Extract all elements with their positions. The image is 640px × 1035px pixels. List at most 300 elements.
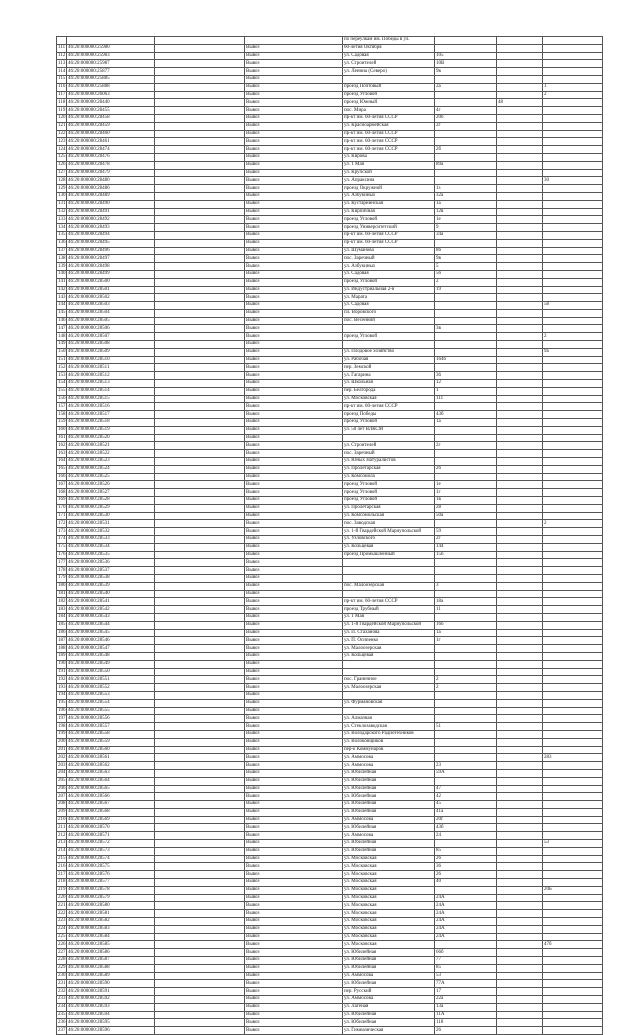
cadastral-number: 46:20:000000:28510 (67, 356, 155, 364)
house-number: 42 (435, 793, 497, 801)
row-number: 146 (58, 318, 66, 324)
cell-extra-2 (543, 730, 603, 738)
row-number: 216 (58, 863, 66, 869)
cell-extra-2 (543, 341, 603, 349)
category: Вывоз (245, 1019, 343, 1027)
cadastral-number: 46:20:000000:28559 (67, 738, 155, 746)
cell-extra-2 (543, 481, 603, 489)
cell-empty (155, 473, 245, 481)
cell-empty (155, 356, 245, 364)
cell-empty (155, 629, 245, 637)
cell-extra-2 (543, 785, 603, 793)
cell-empty (155, 387, 245, 395)
cell-extra (497, 465, 543, 473)
cell-empty (155, 224, 245, 232)
address: ул. Лагеная (343, 1003, 435, 1011)
cell-empty (155, 83, 245, 91)
house-number: 20г (435, 816, 497, 824)
cell-extra-2 (543, 824, 603, 832)
cell-empty (155, 348, 245, 356)
row-number: 149 (58, 341, 66, 347)
address: ул. Кольцевая (343, 543, 435, 551)
house-number (435, 590, 497, 598)
cell-extra-2: 20Б (543, 886, 603, 894)
category: Вывоз (245, 426, 343, 434)
house-number: 24А (435, 902, 497, 910)
address: по переулкам им. Победы в ул. (343, 37, 435, 45)
cell-extra-2 (543, 372, 603, 380)
address: ул. Московская (343, 879, 435, 887)
house-number (435, 44, 497, 52)
address: ул. Аммосова (343, 762, 435, 770)
cell-empty (155, 894, 245, 902)
cell-extra-2 (543, 37, 603, 45)
row-number: 111 (58, 45, 66, 51)
category: Вывоз (245, 458, 343, 466)
row-number: 214 (58, 848, 66, 854)
cell-empty (155, 52, 245, 60)
row-number: 119 (58, 107, 66, 113)
cell-empty (155, 996, 245, 1004)
category: Вывоз (245, 699, 343, 707)
cell-empty (155, 426, 245, 434)
cell-empty (155, 723, 245, 731)
category: Вывоз (245, 574, 343, 582)
cadastral-number: 46:20:000000:28534 (67, 543, 155, 551)
address: пр-кт им. 60-летия СССР (343, 138, 435, 146)
row-number: 209 (58, 809, 66, 815)
cell-extra (497, 325, 543, 333)
house-number (435, 777, 497, 785)
table-row (57, 551, 603, 559)
row-number: 229 (58, 965, 66, 971)
category: Вывоз (245, 676, 343, 684)
address: ул. Московская (343, 910, 435, 918)
cell-extra (497, 723, 543, 731)
cell-empty (155, 949, 245, 957)
cadastral-number: 46:20:000000:25888 (67, 83, 155, 91)
cell-extra-2 (543, 543, 603, 551)
cell-extra (497, 395, 543, 403)
cadastral-number: 46:20:000000:28515 (67, 395, 155, 403)
address: пр-кт им. 60-летия СССР (343, 146, 435, 154)
cell-extra-2 (543, 161, 603, 169)
address: ул. Узловского (343, 536, 435, 544)
house-number: 77А (435, 980, 497, 988)
row-number: 202 (58, 754, 66, 760)
cell-empty (155, 68, 245, 76)
cell-extra (497, 652, 543, 660)
cell-empty (155, 286, 245, 294)
row-number: 114 (58, 68, 66, 74)
cell-extra-2 (543, 637, 603, 645)
row-number: 153 (58, 372, 66, 378)
category: Вывоз (245, 621, 343, 629)
cell-empty (155, 200, 245, 208)
cell-extra (497, 871, 543, 879)
cadastral-number: 46:20:000000:28512 (67, 372, 155, 380)
row-number: 177 (58, 559, 66, 565)
table-row (57, 933, 603, 941)
row-number: 124 (58, 146, 66, 152)
address: ул. П. Осипенко (343, 637, 435, 645)
row-number: 129 (58, 185, 66, 191)
cell-extra (497, 972, 543, 980)
cell-extra (497, 925, 543, 933)
table-row (57, 60, 603, 68)
house-number: 26 (435, 465, 497, 473)
house-number: 36 (435, 372, 497, 380)
table-row (57, 746, 603, 754)
house-number (435, 317, 497, 325)
table-row (57, 356, 603, 364)
house-number (435, 434, 497, 442)
row-number: 116 (58, 84, 66, 90)
cadastral-number: 46:20:000000:28549 (67, 660, 155, 668)
cadastral-number: 46:20:000000:28514 (67, 387, 155, 395)
row-number: 187 (58, 637, 66, 643)
cell-extra-2 (543, 949, 603, 957)
category: Вывоз (245, 146, 343, 154)
house-number (435, 130, 497, 138)
cell-extra (497, 75, 543, 83)
address: ул. Московская (343, 918, 435, 926)
category: Вывоз (245, 473, 343, 481)
cadastral-number: 46:20:000000:28557 (67, 723, 155, 731)
cell-extra-2 (543, 808, 603, 816)
cell-extra-2 (543, 224, 603, 232)
cell-extra (497, 216, 543, 224)
cadastral-number: 46:20:000000:28594 (67, 1011, 155, 1019)
address: ул. Московская (343, 395, 435, 403)
house-number: 3 (435, 582, 497, 590)
table-row (57, 582, 603, 590)
cadastral-number: 46:20:000000:28562 (67, 762, 155, 770)
house-number: 144 (435, 543, 497, 551)
cell-empty (155, 769, 245, 777)
address: пр-кт им. 60-летия СССР (343, 239, 435, 247)
cell-empty (155, 582, 245, 590)
cell-empty (155, 458, 245, 466)
cell-empty (155, 278, 245, 286)
address: пр-кт им. 60-летия СССР (343, 598, 435, 606)
table-row (57, 668, 603, 676)
address: ул. Фурмановская (343, 699, 435, 707)
cell-empty (155, 114, 245, 122)
cell-extra-2 (543, 645, 603, 653)
cell-empty (155, 980, 245, 988)
category: Вывоз (245, 192, 343, 200)
cell-extra (497, 153, 543, 161)
cadastral-number: 46:20:000000:28558 (67, 730, 155, 738)
cell-extra-2 (543, 746, 603, 754)
row-number: 213 (58, 840, 66, 846)
cell-extra-2 (543, 863, 603, 871)
address: ул. Юбилейная (343, 1011, 435, 1019)
row-number: 140 (58, 271, 66, 277)
table-row (57, 918, 603, 926)
address: ул. Садовая (343, 52, 435, 60)
cadastral-number: 46:20:000000:28493 (67, 224, 155, 232)
cadastral-number: 46:20:000000:28588 (67, 964, 155, 972)
cadastral-number: 46:20:000000:25877 (67, 68, 155, 76)
address (343, 660, 435, 668)
cell-empty (155, 645, 245, 653)
cadastral-number: 46:20:000000:28478 (67, 161, 155, 169)
cell-extra-2: 1 (543, 83, 603, 91)
cell-empty (155, 442, 245, 450)
row-number: 136 (58, 240, 66, 246)
category: Вывоз (245, 161, 343, 169)
category (245, 37, 343, 45)
cell-empty (155, 793, 245, 801)
cadastral-number: 46:20:000000:28581 (67, 910, 155, 918)
cadastral-number: 46:20:000000:28509 (67, 348, 155, 356)
row-number: 192 (58, 676, 66, 682)
cell-extra (497, 364, 543, 372)
row-number: 144 (58, 302, 66, 308)
cell-extra-2 (543, 684, 603, 692)
category: Вывоз (245, 224, 343, 232)
house-number: 36 (435, 863, 497, 871)
category: Вывоз (245, 762, 343, 770)
cell-extra-2 (543, 1027, 603, 1035)
address: проезд Университетский (343, 224, 435, 232)
house-number (435, 567, 497, 575)
cadastral-number: 46:20:000000:28502 (67, 294, 155, 302)
house-number: 24А (435, 933, 497, 941)
cell-empty (155, 1019, 245, 1027)
cell-extra-2 (543, 652, 603, 660)
address: проезд Угловой (343, 216, 435, 224)
house-number: 164б (435, 356, 497, 364)
cell-extra (497, 902, 543, 910)
cell-empty (155, 730, 245, 738)
row-number: 118 (58, 99, 66, 105)
row-number: 120 (58, 115, 66, 121)
category: Вывоз (245, 1011, 343, 1019)
cell-empty (155, 333, 245, 341)
category: Вывоз (245, 99, 343, 107)
cell-empty (155, 785, 245, 793)
cell-extra (497, 590, 543, 598)
row-number: 115 (58, 76, 66, 82)
category: Вывоз (245, 652, 343, 660)
address: ул. Красноармейская (343, 122, 435, 130)
cell-extra-2 (543, 551, 603, 559)
table-row (57, 153, 603, 161)
row-number: 138 (58, 255, 66, 261)
table-row (57, 200, 603, 208)
category: Вывоз (245, 442, 343, 450)
table-row (57, 44, 603, 52)
category: Вывоз (245, 629, 343, 637)
address: пр-кт им. 60-летия СССР (343, 231, 435, 239)
address: ул. 1-й Гвардейской Мариупольской (343, 621, 435, 629)
house-number: 40 (435, 879, 497, 887)
address: ул. Московская (343, 902, 435, 910)
cell-extra-2 (543, 380, 603, 388)
cell-extra-2 (543, 75, 603, 83)
cell-empty (155, 738, 245, 746)
row-number: 145 (58, 310, 66, 316)
address (343, 434, 435, 442)
house-number (435, 559, 497, 567)
house-number (435, 715, 497, 723)
category: Вывоз (245, 660, 343, 668)
cell-empty (155, 715, 245, 723)
address: ул. Азбукиных (343, 192, 435, 200)
row-number: 191 (58, 668, 66, 674)
address: ул. Аммосова (343, 754, 435, 762)
table-row (57, 481, 603, 489)
row-number: 166 (58, 474, 66, 480)
cell-extra (497, 1011, 543, 1019)
address: проезд Угловой (343, 497, 435, 505)
cadastral-number: 46:20:000000:28491 (67, 208, 155, 216)
category: Вывоз (245, 949, 343, 957)
table-row (57, 543, 603, 551)
cell-empty (155, 972, 245, 980)
cell-extra (497, 769, 543, 777)
cell-empty (155, 801, 245, 809)
table-row (57, 707, 603, 715)
cadastral-number: 46:20:000000:26063 (67, 91, 155, 99)
cadastral-number: 46:20:000000:28496 (67, 247, 155, 255)
cadastral-number: 46:20:000000:28521 (67, 442, 155, 450)
cell-extra (497, 528, 543, 536)
row-number: 235 (58, 1012, 66, 1017)
house-number (435, 450, 497, 458)
cadastral-number: 46:20:000000:25987 (67, 60, 155, 68)
table-row (57, 364, 603, 372)
table-row (57, 255, 603, 263)
cell-extra (497, 629, 543, 637)
address: пос. Заречный (343, 255, 435, 263)
cell-extra (497, 169, 543, 177)
address: ул. Юбилейная (343, 847, 435, 855)
cell-empty (155, 107, 245, 115)
address (343, 590, 435, 598)
row-number: 194 (58, 692, 66, 698)
cell-empty (155, 302, 245, 310)
house-number: 28 (435, 504, 497, 512)
house-number: 86 (435, 247, 497, 255)
table-row (57, 652, 603, 660)
row-number: 167 (58, 481, 66, 487)
table-row (57, 426, 603, 434)
cadastral-number: 46:20:000000:28536 (67, 559, 155, 567)
category: Вывоз (245, 808, 343, 816)
house-number (435, 707, 497, 715)
row-number: 197 (58, 715, 66, 721)
cadastral-number: 46:20:000000:28506 (67, 325, 155, 333)
table-row (57, 37, 603, 45)
cell-extra-2 (543, 925, 603, 933)
house-number (435, 302, 497, 310)
address: ул. Московская (343, 855, 435, 863)
cell-empty (155, 146, 245, 154)
cell-empty (155, 684, 245, 692)
category: Вывоз (245, 75, 343, 83)
cell-extra (497, 621, 543, 629)
table-row (57, 824, 603, 832)
cell-extra-2 (543, 918, 603, 926)
house-number (435, 309, 497, 317)
table-row (57, 114, 603, 122)
address: ул. Кирпичная (343, 208, 435, 216)
address: проезд Почтовый (343, 83, 435, 91)
cadastral-number: 46:20:000000:28476 (67, 153, 155, 161)
cell-extra-2 (543, 146, 603, 154)
cadastral-number: 46:20:000000:28547 (67, 645, 155, 653)
cell-empty (155, 988, 245, 996)
address: ул. Володарского Радиотехников (343, 730, 435, 738)
category: Вывоз (245, 177, 343, 185)
house-number (435, 403, 497, 411)
row-number: 205 (58, 778, 66, 784)
address: ул. Комсомола (343, 473, 435, 481)
table-row (57, 122, 603, 130)
category: Вывоз (245, 411, 343, 419)
row-number: 185 (58, 622, 66, 628)
category: Вывоз (245, 138, 343, 146)
cell-extra (497, 918, 543, 926)
cadastral-number (67, 37, 155, 45)
cell-empty (155, 208, 245, 216)
table-row (57, 138, 603, 146)
cadastral-number: 46:20:000000:28561 (67, 754, 155, 762)
table-row (57, 684, 603, 692)
row-number: 169 (58, 497, 66, 503)
address: ул. Комсомольская (343, 512, 435, 520)
house-number (435, 91, 497, 99)
cell-extra (497, 442, 543, 450)
cell-extra (497, 676, 543, 684)
cell-extra (497, 278, 543, 286)
cadastral-number: 46:20:000000:28564 (67, 777, 155, 785)
cadastral-number: 46:20:000000:28508 (67, 341, 155, 349)
cadastral-number: 46:20:000000:28494 (67, 231, 155, 239)
row-number: 174 (58, 536, 66, 542)
address: ул. Юбилейная (343, 801, 435, 809)
house-number (435, 691, 497, 699)
cell-extra-2 (543, 972, 603, 980)
row-number: 121 (58, 123, 66, 129)
table-row (57, 387, 603, 395)
house-number: 9в (435, 68, 497, 76)
cell-extra-2 (543, 606, 603, 614)
house-number (435, 754, 497, 762)
category: Вывоз (245, 871, 343, 879)
cadastral-number: 46:20:000000:28578 (67, 886, 155, 894)
table-row (57, 52, 603, 60)
cell-extra-2 (543, 629, 603, 637)
category: Вывоз (245, 559, 343, 567)
house-number: 1в (435, 497, 497, 505)
cell-empty (155, 777, 245, 785)
address: ул. Шуманова (343, 247, 435, 255)
house-number: 41а (435, 808, 497, 816)
cell-extra (497, 122, 543, 130)
table-row (57, 146, 603, 154)
cell-empty (155, 1011, 245, 1019)
cell-empty (155, 559, 245, 567)
house-number: 13а (435, 1003, 497, 1011)
house-number: 1а (435, 200, 497, 208)
cell-extra (497, 497, 543, 505)
category: Вывоз (245, 309, 343, 317)
